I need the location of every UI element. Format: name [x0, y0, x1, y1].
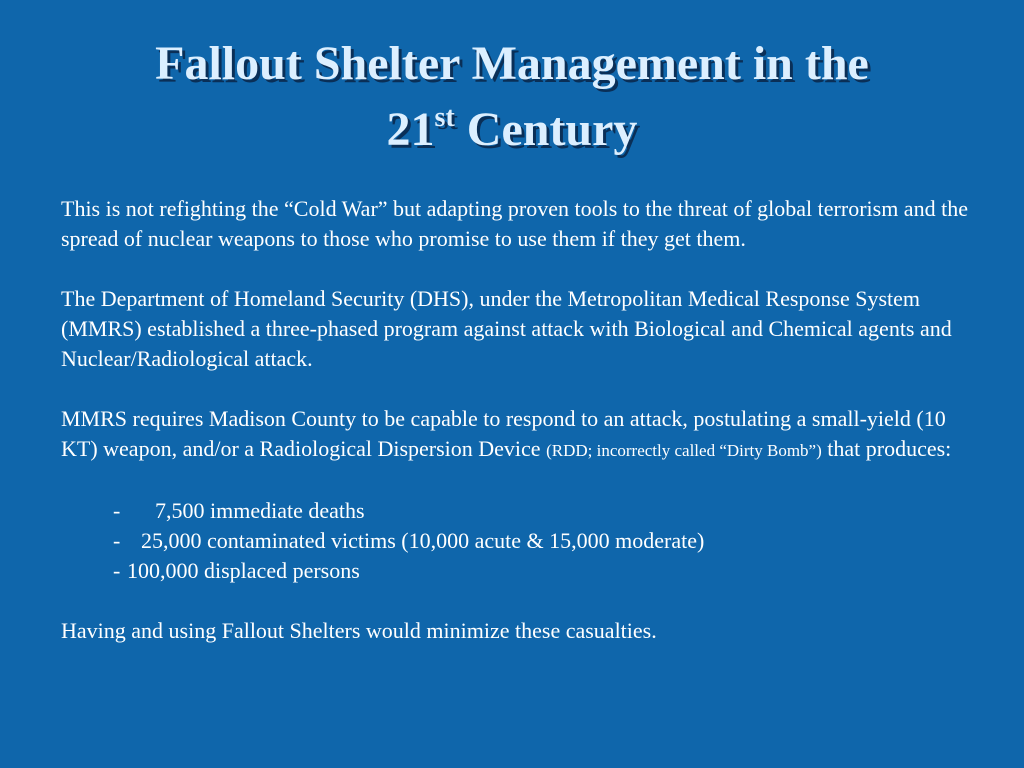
list-item-text: 7,500 immediate deaths [155, 498, 365, 523]
slide-body [61, 194, 981, 676]
list-item [61, 556, 981, 586]
rdd-note: (RDD; incorrectly called “Dirty Bomb”) [546, 441, 822, 460]
paragraph-cold-war: This is not refighting the “Cold War” but adapting proven tools to the threat of global terrorism and the spread of nuclear weapons to those who promise to use them if they get them. [61, 196, 968, 251]
list-item-text: 100,000 displaced persons [127, 558, 360, 583]
title-line-2-number: 21 [386, 103, 435, 156]
list-dash: - [113, 528, 121, 553]
title-line-1: Fallout Shelter Management in the [155, 37, 869, 90]
title-line-2-rest: Century [454, 103, 638, 156]
paragraph-madison-county-main: MMRS requires Madison County to be capable to respond to an attack, postulating a small-yield (10 KT) weapon, and/or a Radiological Dispersion Device [61, 406, 946, 461]
list-item [61, 496, 981, 526]
paragraph-dhs-mmrs: The Department of Homeland Security (DHS), under the Metropolitan Medical Response System (MMRS) established a three-phased program against attack with Biological and Chemical agents and Nuclear/Radiological attack. [61, 286, 952, 371]
paragraph-closing: Having and using Fallout Shelters would minimize these casualties. [61, 618, 657, 643]
list-item [61, 526, 981, 556]
list-item-text: 25,000 contaminated victims (10,000 acute & 15,000 moderate) [141, 528, 705, 553]
casualty-list [61, 496, 981, 586]
list-dash: - [113, 558, 121, 583]
title-superscript: st [434, 102, 455, 133]
list-dash: - [113, 498, 121, 523]
slide-title [0, 36, 1024, 158]
paragraph-madison-county-end: that produces: [821, 436, 952, 461]
paragraph-madison-county [61, 404, 981, 466]
